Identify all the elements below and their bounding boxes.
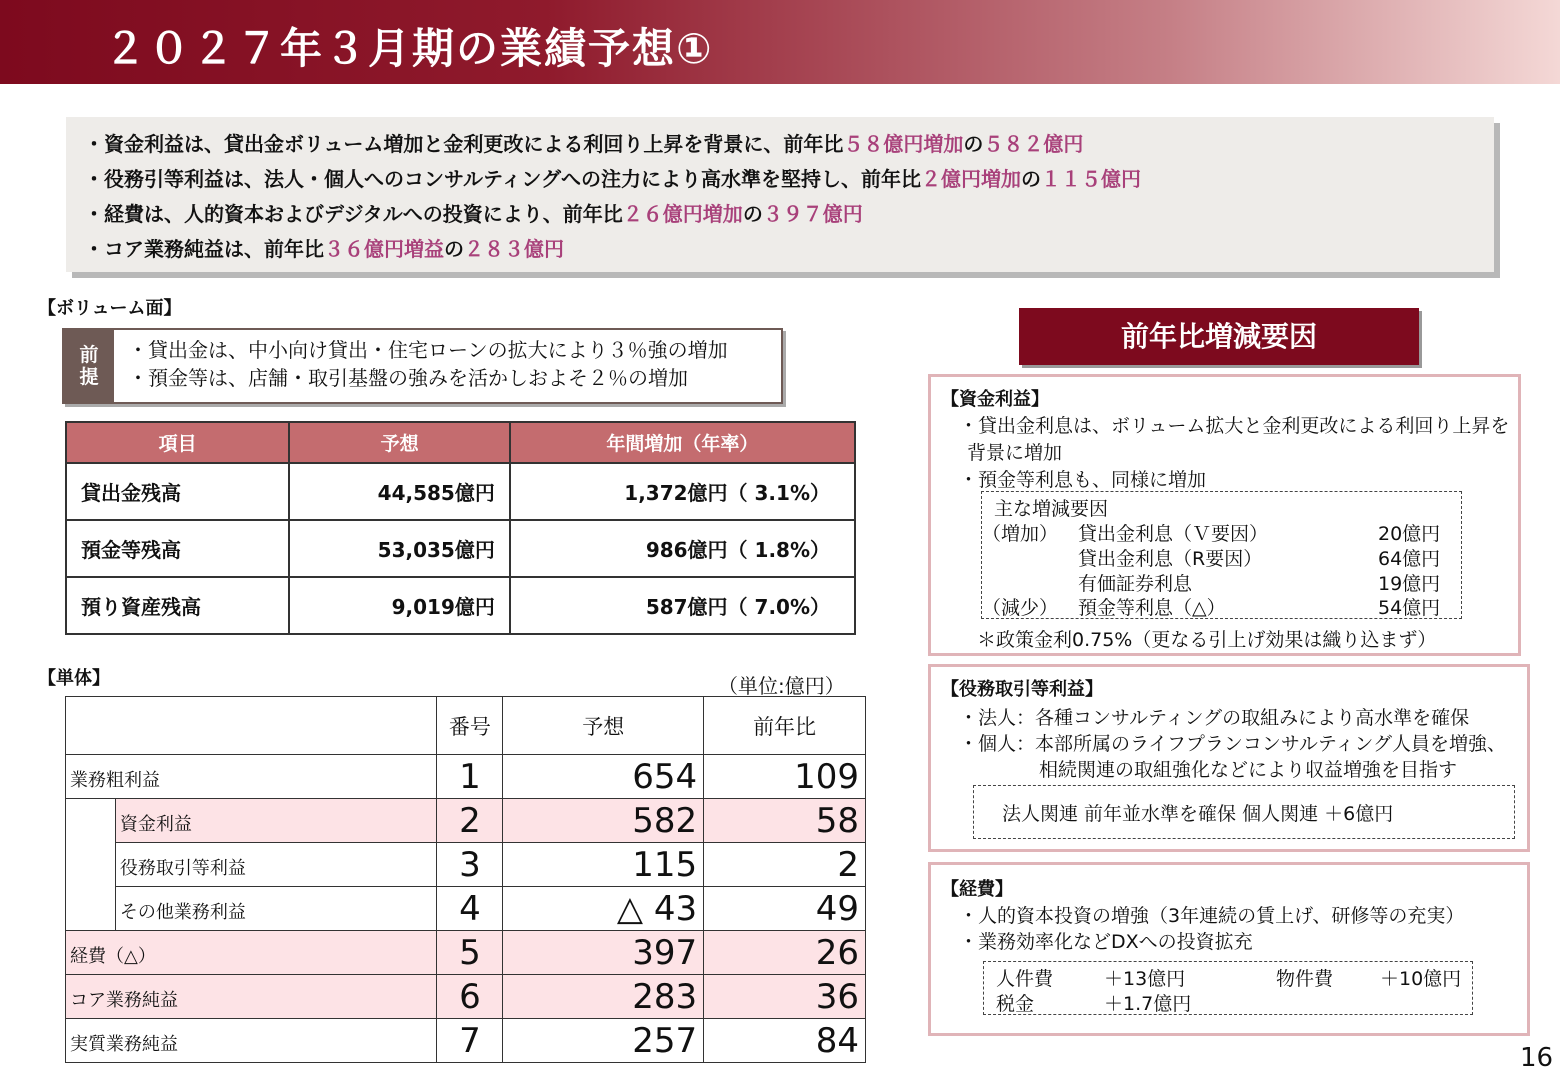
fund-reason-box — [928, 374, 1521, 656]
table-row — [66, 1019, 866, 1063]
fund-heading: 【資金利益】 — [941, 389, 1049, 410]
row-forecast: 654 — [503, 755, 704, 799]
row-name: 実質業務純益 — [66, 1019, 437, 1063]
summary-text: の — [444, 237, 464, 261]
row-name: コア業務純益 — [66, 975, 437, 1019]
unit-label: （単位:億円） — [718, 674, 845, 698]
expense-heading: 【経費】 — [941, 879, 1013, 900]
summary-line — [84, 164, 1494, 199]
expense-line: ・業務効率化などDXへの投資拡充 — [959, 931, 1253, 953]
summary-text: ・経費は、人的資本およびデジタルへの投資により、前年比 — [84, 202, 623, 226]
decrease-label: （減少） — [982, 597, 1059, 619]
premise-tag — [64, 330, 114, 402]
row-forecast: 397 — [503, 931, 704, 975]
row-number: 6 — [437, 975, 503, 1019]
table-header-row — [66, 422, 855, 463]
summary-highlight: ５８２億円 — [983, 132, 1084, 156]
volume-table — [65, 421, 856, 635]
table-row — [66, 843, 866, 887]
row-name: 役務取引等利益 — [115, 843, 437, 887]
row-forecast: 44,585億円 — [289, 463, 510, 520]
summary-highlight: ３９７億円 — [762, 202, 863, 226]
table-header-row — [66, 697, 866, 755]
fund-line: ・預金等利息も、同様に増加 — [959, 469, 1207, 491]
fee-line: ・法人：各種コンサルティングの取組みにより高水準を確保 — [959, 707, 1470, 729]
fee-line: ・個人：本部所属のライフプランコンサルティング人員を増強、 — [959, 733, 1507, 755]
expense-item-name: 税金 — [996, 993, 1035, 1015]
row-forecast: △ 43 — [503, 887, 704, 931]
factor-value: 19億円 — [1378, 573, 1441, 595]
row-forecast: 9,019億円 — [289, 577, 510, 634]
factor-box-title: 主な増減要因 — [994, 498, 1109, 520]
factor-name: 預金等利息（△） — [1078, 597, 1226, 619]
row-increase: 587億円（ 7.0%） — [510, 577, 855, 634]
row-name: 経費（△） — [66, 931, 437, 975]
row-number: 3 — [437, 843, 503, 887]
summary-highlight: ２億円増加 — [921, 167, 1021, 191]
factor-value: 20億円 — [1378, 523, 1441, 545]
row-forecast: 257 — [503, 1019, 704, 1063]
expense-reason-box — [928, 862, 1530, 1036]
tantai-section-label: 【単体】 — [38, 668, 110, 689]
factor-name: 貸出金利息（Ｖ要因） — [1078, 523, 1269, 545]
expense-item-value: ＋13億円 — [1104, 968, 1186, 990]
row-number: 4 — [437, 887, 503, 931]
factor-name: 有価証券利息 — [1078, 573, 1193, 595]
increase-label: （増加） — [982, 523, 1059, 545]
row-name: 預り資産残高 — [66, 577, 289, 634]
factor-value: 64億円 — [1378, 548, 1441, 570]
premise-text — [128, 336, 728, 392]
factor-value: 54億円 — [1378, 597, 1441, 619]
table-row — [66, 975, 866, 1019]
summary-text: ・役務引等利益は、法人・個人へのコンサルティングへの注力により高水準を堅持し、前年比 — [84, 167, 921, 191]
summary-line — [84, 234, 1494, 269]
row-name: 貸出金残高 — [66, 463, 289, 520]
row-number: 2 — [437, 799, 503, 843]
fund-line: 背景に増加 — [967, 442, 1063, 464]
expense-item-value: ＋10億円 — [1380, 968, 1462, 990]
premise-tag-char: 提 — [79, 366, 99, 388]
volume-section-label: 【ボリューム面】 — [38, 298, 182, 319]
row-increase: 1,372億円（ 3.1%） — [510, 463, 855, 520]
expense-line: ・人的資本投資の増強（3年連続の賃上げ、研修等の充実） — [959, 905, 1465, 927]
column-header: 予想 — [503, 697, 704, 755]
reasons-title: 前年比増減要因 — [1019, 308, 1419, 365]
row-number: 1 — [437, 755, 503, 799]
table-row — [66, 887, 866, 931]
fund-line: ・貸出金利息は、ボリューム拡大と金利更改による利回り上昇を — [959, 415, 1510, 437]
premise-line: ・貸出金は、中小向け貸出・住宅ローンの拡大により３％強の増加 — [128, 338, 728, 362]
summary-highlight: ２８３億円 — [464, 237, 564, 261]
column-header: 前年比 — [704, 697, 866, 755]
summary-text: ・資金利益は、貸出金ボリューム増加と金利更改による利回り上昇を背景に、前年比 — [84, 132, 844, 156]
row-yoy: 49 — [704, 887, 866, 931]
column-header: 年間増加（年率） — [510, 422, 855, 463]
premise-box — [62, 328, 783, 404]
table-row — [66, 577, 855, 634]
row-yoy: 109 — [704, 755, 866, 799]
row-name: 業務粗利益 — [66, 755, 437, 799]
summary-highlight: ３６億円増益 — [324, 237, 444, 261]
fee-reason-box — [928, 664, 1530, 852]
fee-summary-box — [973, 785, 1515, 839]
summary-highlight: ２６億円増加 — [622, 202, 743, 226]
page-title: ２０２７年３月期の業績予想① — [104, 24, 714, 73]
fee-heading: 【役務取引等利益】 — [941, 679, 1103, 700]
summary-highlight: １１５億円 — [1041, 167, 1141, 191]
premise-tag-char: 前 — [79, 344, 99, 366]
row-yoy: 2 — [704, 843, 866, 887]
summary-text: の — [1021, 167, 1041, 191]
tantai-table — [65, 696, 866, 1063]
factor-name: 貸出金利息（R要因） — [1078, 548, 1263, 570]
row-yoy: 58 — [704, 799, 866, 843]
row-yoy: 84 — [704, 1019, 866, 1063]
blank-header — [66, 697, 437, 755]
summary-line — [84, 199, 1494, 234]
summary-box — [66, 117, 1494, 272]
table-row — [66, 463, 855, 520]
table-row — [66, 931, 866, 975]
column-header: 項目 — [66, 422, 289, 463]
expense-factor-box — [983, 961, 1473, 1015]
row-forecast: 115 — [503, 843, 704, 887]
table-row — [66, 520, 855, 577]
expense-item-name: 物件費 — [1276, 968, 1334, 990]
row-yoy: 36 — [704, 975, 866, 1019]
table-row — [66, 755, 866, 799]
row-forecast: 283 — [503, 975, 704, 1019]
row-increase: 986億円（ 1.8%） — [510, 520, 855, 577]
fee-summary-text: 法人関連 前年並水準を確保 個人関連 ＋6億円 — [1002, 803, 1394, 825]
summary-highlight: ５８億円増加 — [843, 132, 964, 156]
title-bar — [0, 0, 1560, 84]
table-row — [66, 799, 866, 843]
row-number: 5 — [437, 931, 503, 975]
fund-note: ＊政策金利0.75%（更なる引上げ効果は織り込まず） — [977, 629, 1437, 651]
expense-item-name: 人件費 — [996, 968, 1054, 990]
fee-line: 相続関連の取組強化などにより収益増強を目指す — [1039, 759, 1458, 781]
row-name: その他業務利益 — [115, 887, 437, 931]
indent-cell — [66, 799, 116, 931]
row-name: 資金利益 — [115, 799, 437, 843]
premise-line: ・預金等は、店舗・取引基盤の強みを活かしおよそ２％の増加 — [128, 366, 688, 390]
expense-item-value: ＋1.7億円 — [1104, 993, 1192, 1015]
summary-text: ・コア業務純益は、前年比 — [84, 237, 324, 261]
row-yoy: 26 — [704, 931, 866, 975]
row-forecast: 582 — [503, 799, 704, 843]
row-number: 7 — [437, 1019, 503, 1063]
row-name: 預金等残高 — [66, 520, 289, 577]
column-header: 予想 — [289, 422, 510, 463]
row-forecast: 53,035億円 — [289, 520, 510, 577]
summary-line — [84, 129, 1494, 164]
column-header: 番号 — [437, 697, 503, 755]
summary-text: の — [742, 202, 763, 226]
summary-text: の — [963, 132, 984, 156]
fund-factor-box — [981, 491, 1462, 619]
page-number: 16 — [1520, 1043, 1554, 1073]
